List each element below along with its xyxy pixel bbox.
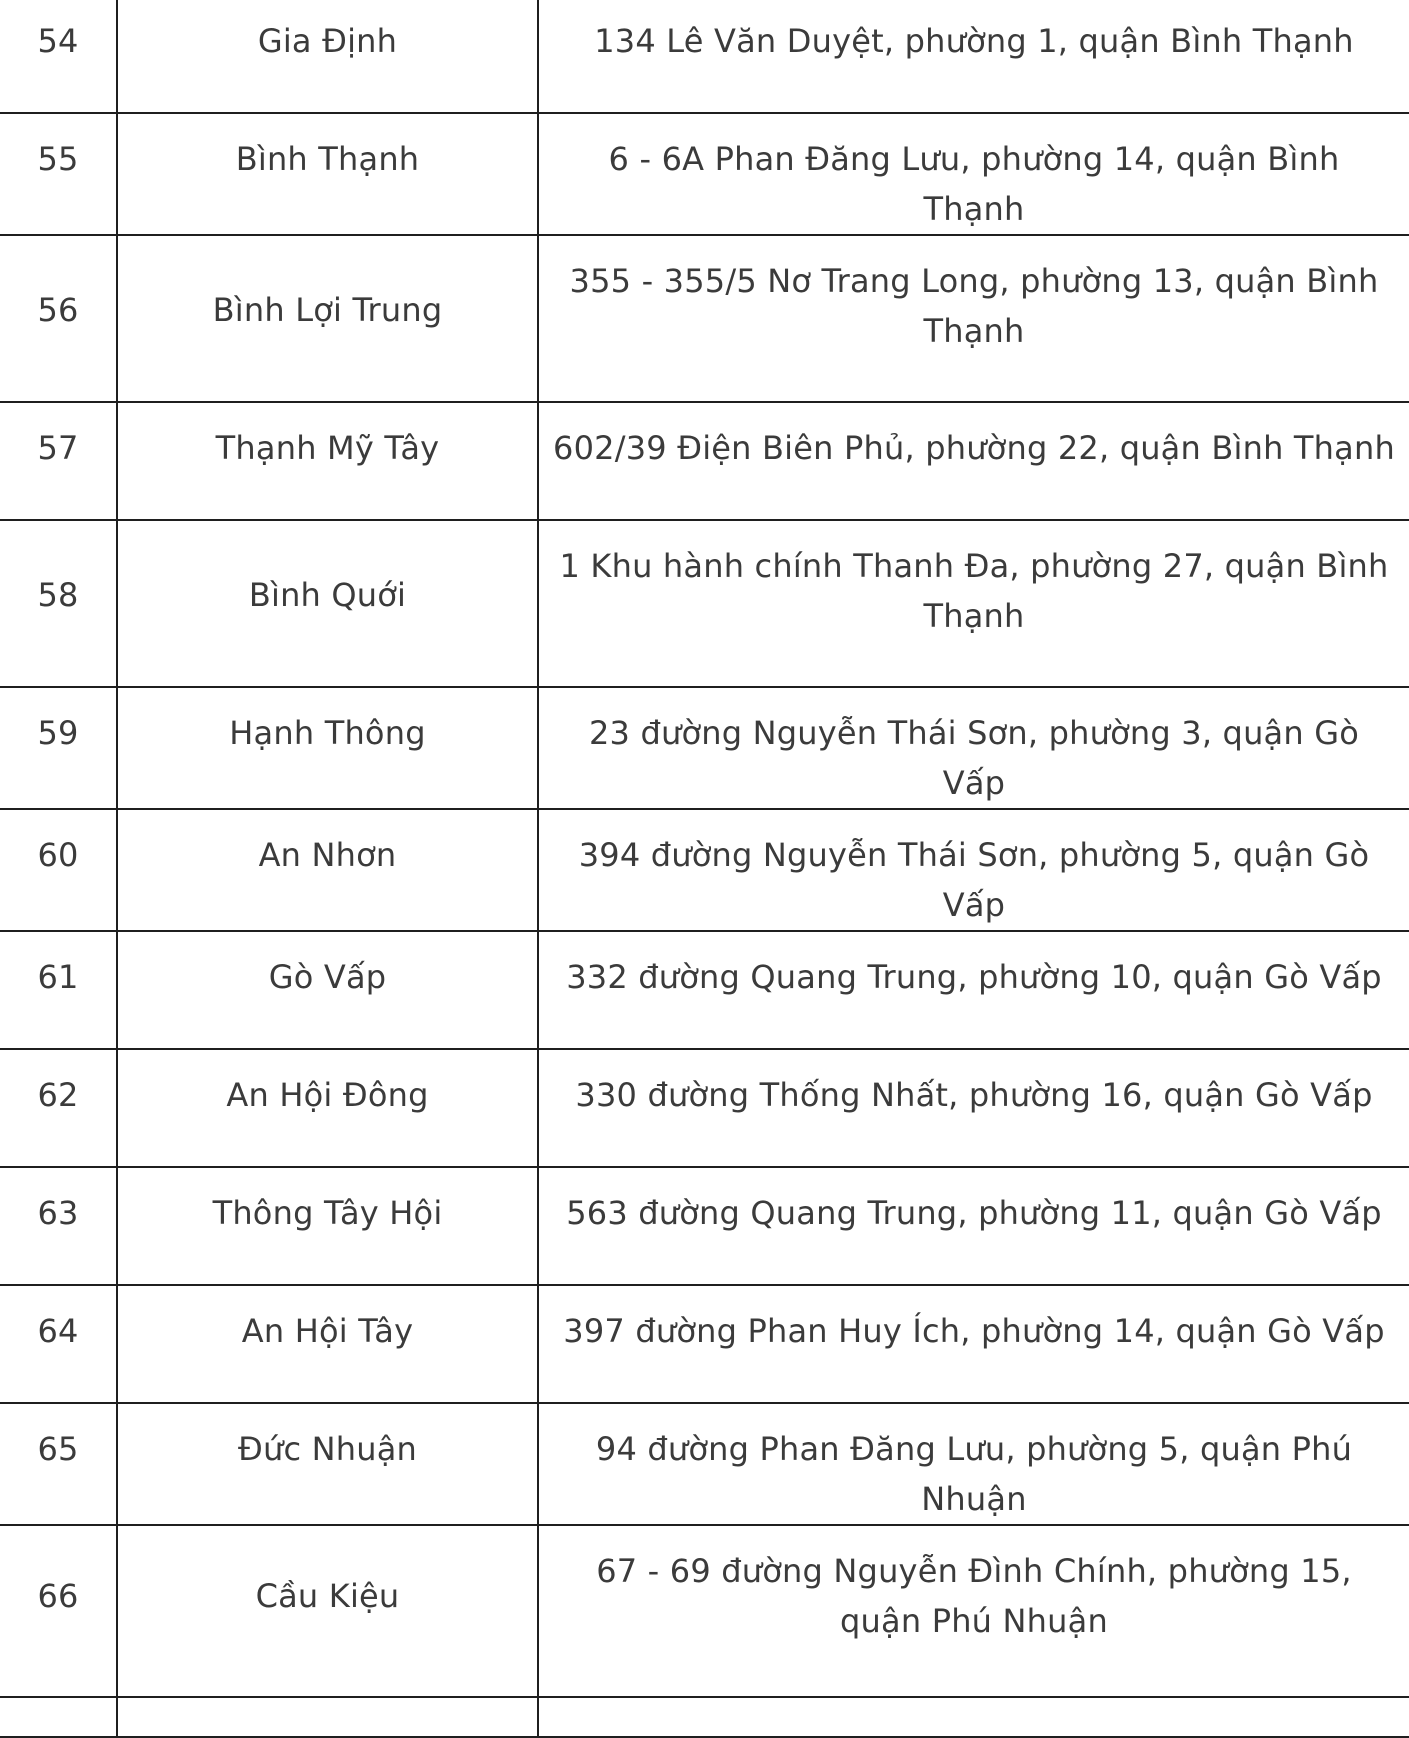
ward-address: 330 đường Thống Nhất, phường 16, quận Gò Vấp xyxy=(538,1049,1409,1167)
ward-name: Thạnh Mỹ Tây xyxy=(117,402,538,520)
ward-address: 602/39 Điện Biên Phủ, phường 22, quận Bình Thạnh xyxy=(538,402,1409,520)
row-number: 55 xyxy=(0,113,117,235)
ward-name: Gia Định xyxy=(117,0,538,113)
ward-address: 134 Lê Văn Duyệt, phường 1, quận Bình Thạnh xyxy=(538,0,1409,113)
row-number: 56 xyxy=(0,235,117,402)
ward-name: Cầu Kiệu xyxy=(117,1525,538,1697)
ward-address: 563 đường Quang Trung, phường 11, quận Gò Vấp xyxy=(538,1167,1409,1285)
ward-name: Bình Thạnh xyxy=(117,113,538,235)
row-number: 54 xyxy=(0,0,117,113)
row-number: 64 xyxy=(0,1285,117,1403)
ward-name: Thông Tây Hội xyxy=(117,1167,538,1285)
ward-name: Đức Nhuận xyxy=(117,1403,538,1525)
row-number: 58 xyxy=(0,520,117,687)
ward-address: 1 Khu hành chính Thanh Đa, phường 27, quận Bình Thạnh xyxy=(538,520,1409,687)
ward-address: 397 đường Phan Huy Ích, phường 14, quận Gò Vấp xyxy=(538,1285,1409,1403)
empty-cell xyxy=(0,1697,117,1737)
ward-address: 23 đường Nguyễn Thái Sơn, phường 3, quận Gò Vấp xyxy=(538,687,1409,809)
ward-address: 94 đường Phan Đăng Lưu, phường 5, quận Phú Nhuận xyxy=(538,1403,1409,1525)
row-number: 62 xyxy=(0,1049,117,1167)
empty-cell xyxy=(117,1697,538,1737)
ward-address: 332 đường Quang Trung, phường 10, quận Gò Vấp xyxy=(538,931,1409,1049)
table-row xyxy=(0,1403,1409,1525)
table-row xyxy=(0,931,1409,1049)
ward-name: Gò Vấp xyxy=(117,931,538,1049)
row-number: 63 xyxy=(0,1167,117,1285)
table-row xyxy=(0,1049,1409,1167)
table-row xyxy=(0,0,1409,113)
table-row xyxy=(0,809,1409,931)
ward-name: Bình Quới xyxy=(117,520,538,687)
ward-name: Hạnh Thông xyxy=(117,687,538,809)
table-row xyxy=(0,1525,1409,1697)
row-number: 61 xyxy=(0,931,117,1049)
table-row xyxy=(0,1167,1409,1285)
empty-cell xyxy=(538,1697,1409,1737)
table-row xyxy=(0,113,1409,235)
ward-address: 355 - 355/5 Nơ Trang Long, phường 13, quận Bình Thạnh xyxy=(538,235,1409,402)
table-row xyxy=(0,235,1409,402)
row-number: 57 xyxy=(0,402,117,520)
ward-address: 394 đường Nguyễn Thái Sơn, phường 5, quận Gò Vấp xyxy=(538,809,1409,931)
row-number: 66 xyxy=(0,1525,117,1697)
ward-address: 67 - 69 đường Nguyễn Đình Chính, phường 15, quận Phú Nhuận xyxy=(538,1525,1409,1697)
ward-name: Bình Lợi Trung xyxy=(117,235,538,402)
ward-name: An Nhơn xyxy=(117,809,538,931)
ward-address: 6 - 6A Phan Đăng Lưu, phường 14, quận Bình Thạnh xyxy=(538,113,1409,235)
row-number: 65 xyxy=(0,1403,117,1525)
table-row xyxy=(0,520,1409,687)
table-row xyxy=(0,1285,1409,1403)
ward-name: An Hội Tây xyxy=(117,1285,538,1403)
table-row xyxy=(0,402,1409,520)
row-number: 59 xyxy=(0,687,117,809)
row-number: 60 xyxy=(0,809,117,931)
table-row-partial xyxy=(0,1697,1409,1737)
table-row xyxy=(0,687,1409,809)
ward-name: An Hội Đông xyxy=(117,1049,538,1167)
